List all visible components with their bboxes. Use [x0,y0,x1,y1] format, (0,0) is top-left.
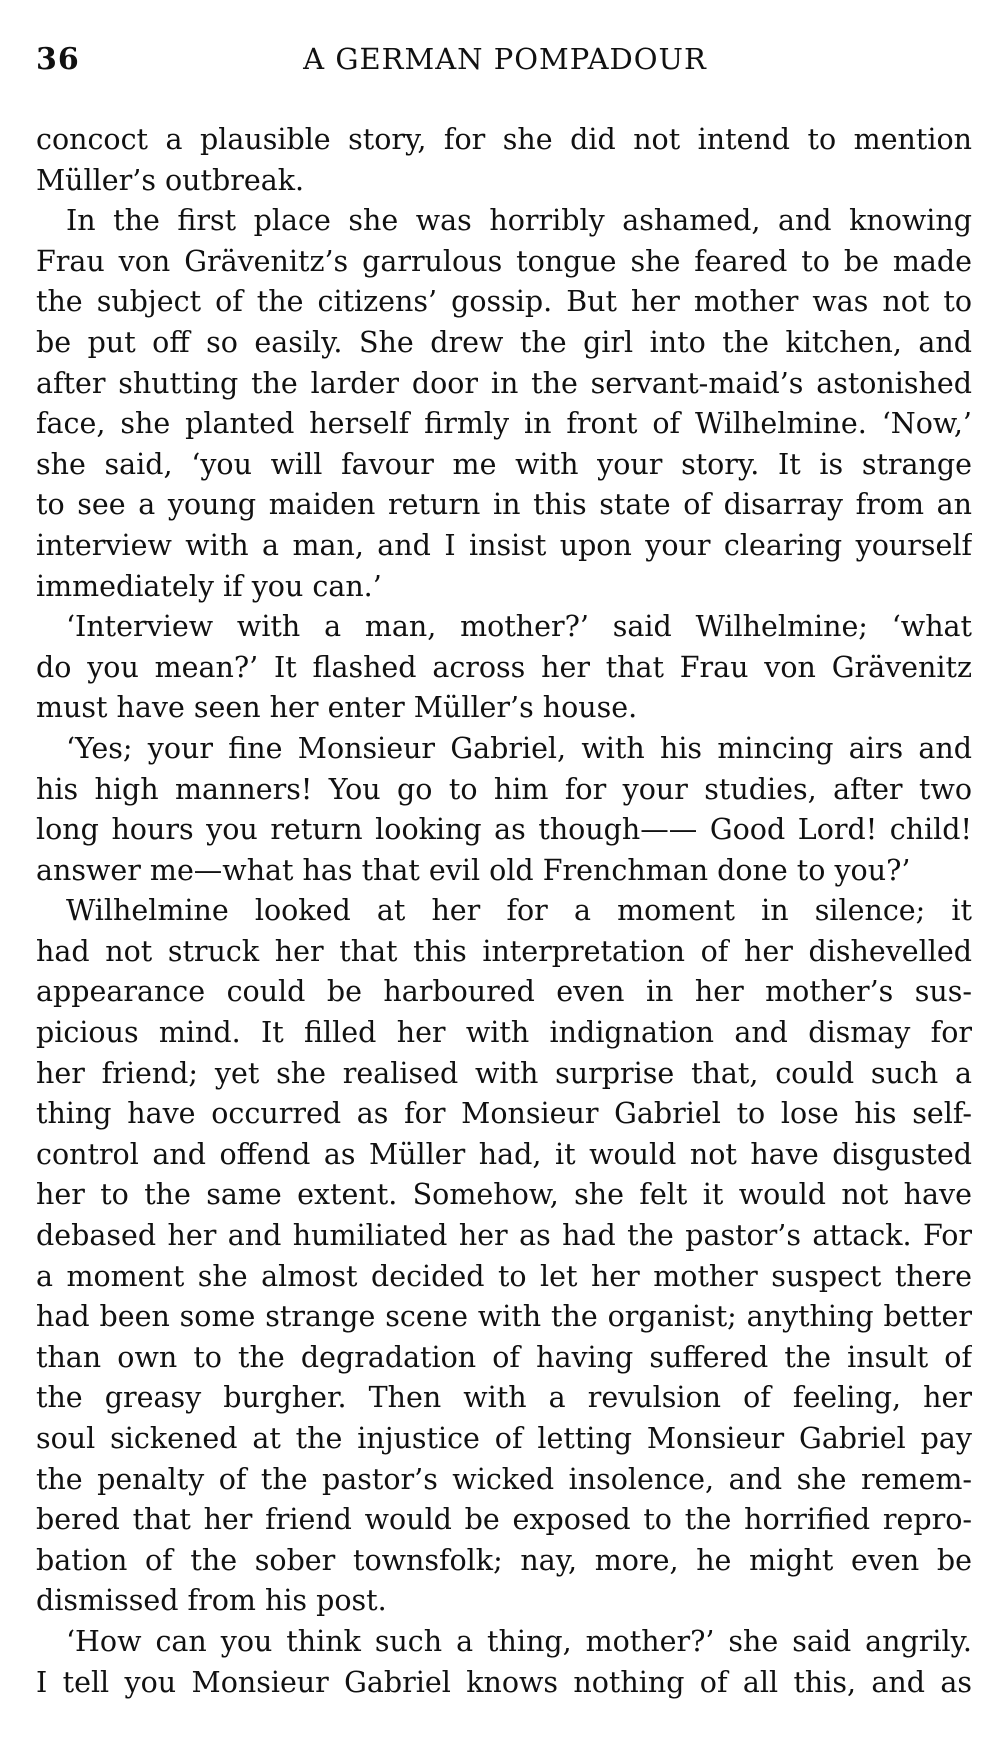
text-line: had been some strange scene with the organist; anything better [36,1300,972,1334]
text-line: control and offend as Müller had, it would not have disgusted [36,1137,972,1171]
text-line: to see a young maiden return in this state of disarray from an [36,488,972,522]
text-line: Müller’s outbreak. [36,163,305,197]
text-line: Wilhelmine looked at her for a moment in silence; it [66,894,972,928]
text-line: be put off so easily. She drew the girl into the kitchen, and [36,325,972,359]
text-line: answer me—what has that evil old Frenchman done to you?’ [36,853,911,887]
body-text [36,120,972,1703]
text-line: after shutting the larder door in the servant-maid’s astonished [36,366,972,400]
text-line: must have seen her enter Müller’s house. [36,691,638,725]
text-line: ‘How can you think such a thing, mother?’ she said angrily. [66,1624,972,1658]
text-line: a moment she almost decided to let her mother suspect there [36,1259,972,1293]
text-line: bered that her friend would be exposed to the horrified repro- [36,1503,972,1537]
page-number: 36 [36,42,80,77]
text-line: ‘Yes; your fine Monsieur Gabriel, with his mincing airs and [66,731,972,765]
text-line: Frau von Grävenitz’s garrulous tongue she feared to be made [36,244,972,278]
running-title: A GERMAN POMPADOUR [303,42,707,76]
text-line: long hours you return looking as though—— Good Lord! child! [36,813,972,847]
text-line: I tell you Monsieur Gabriel knows nothing of all this, and as [36,1665,972,1699]
text-line: interview with a man, and I insist upon your clearing yourself [36,528,972,562]
text-line: immediately if you can.’ [36,569,382,603]
text-line: thing have occurred as for Monsieur Gabriel to lose his self- [36,1097,972,1131]
page-header [36,42,974,92]
text-line: soul sickened at the injustice of letting Monsieur Gabriel pay [36,1422,972,1455]
text-line: face, she planted herself firmly in front of Wilhelmine. ‘Now,’ [36,407,972,441]
text-line: appearance could be harboured even in her mother’s sus- [36,975,972,1009]
text-line: the subject of the citizens’ gossip. But her mother was not to [36,285,972,319]
text-line: In the first place she was horribly ashamed, and knowing [66,204,972,238]
text-line: had not struck her that this interpretation of her dishevelled [36,934,972,968]
text-line: debased her and humiliated her as had the pastor’s attack. For [36,1219,972,1253]
text-line: dismissed from his post. [36,1584,387,1618]
text-line: ‘Interview with a man, mother?’ said Wilhelmine; ‘what [66,610,972,644]
text-line: bation of the sober townsfolk; nay, more, he might even be [36,1543,972,1577]
text-line: picious mind. It filled her with indignation and dismay for [36,1016,972,1050]
text-line: the penalty of the pastor’s wicked insolence, and she remem- [36,1462,972,1496]
text-line: she said, ‘you will favour me with your story. It is strange [36,447,972,481]
text-line: concoct a plausible story, for she did not intend to mention [36,123,972,156]
text-line: do you mean?’ It flashed across her that Frau von Grävenitz [36,650,972,684]
text-line: the greasy burgher. Then with a revulsion of feeling, her [36,1381,972,1415]
text-line: than own to the degradation of having suffered the insult of [36,1340,972,1374]
text-line: his high manners! You go to him for your studies, after two [36,772,972,806]
text-line: her to the same extent. Somehow, she felt it would not have [36,1178,972,1212]
text-line: her friend; yet she realised with surprise that, could such a [36,1056,972,1090]
